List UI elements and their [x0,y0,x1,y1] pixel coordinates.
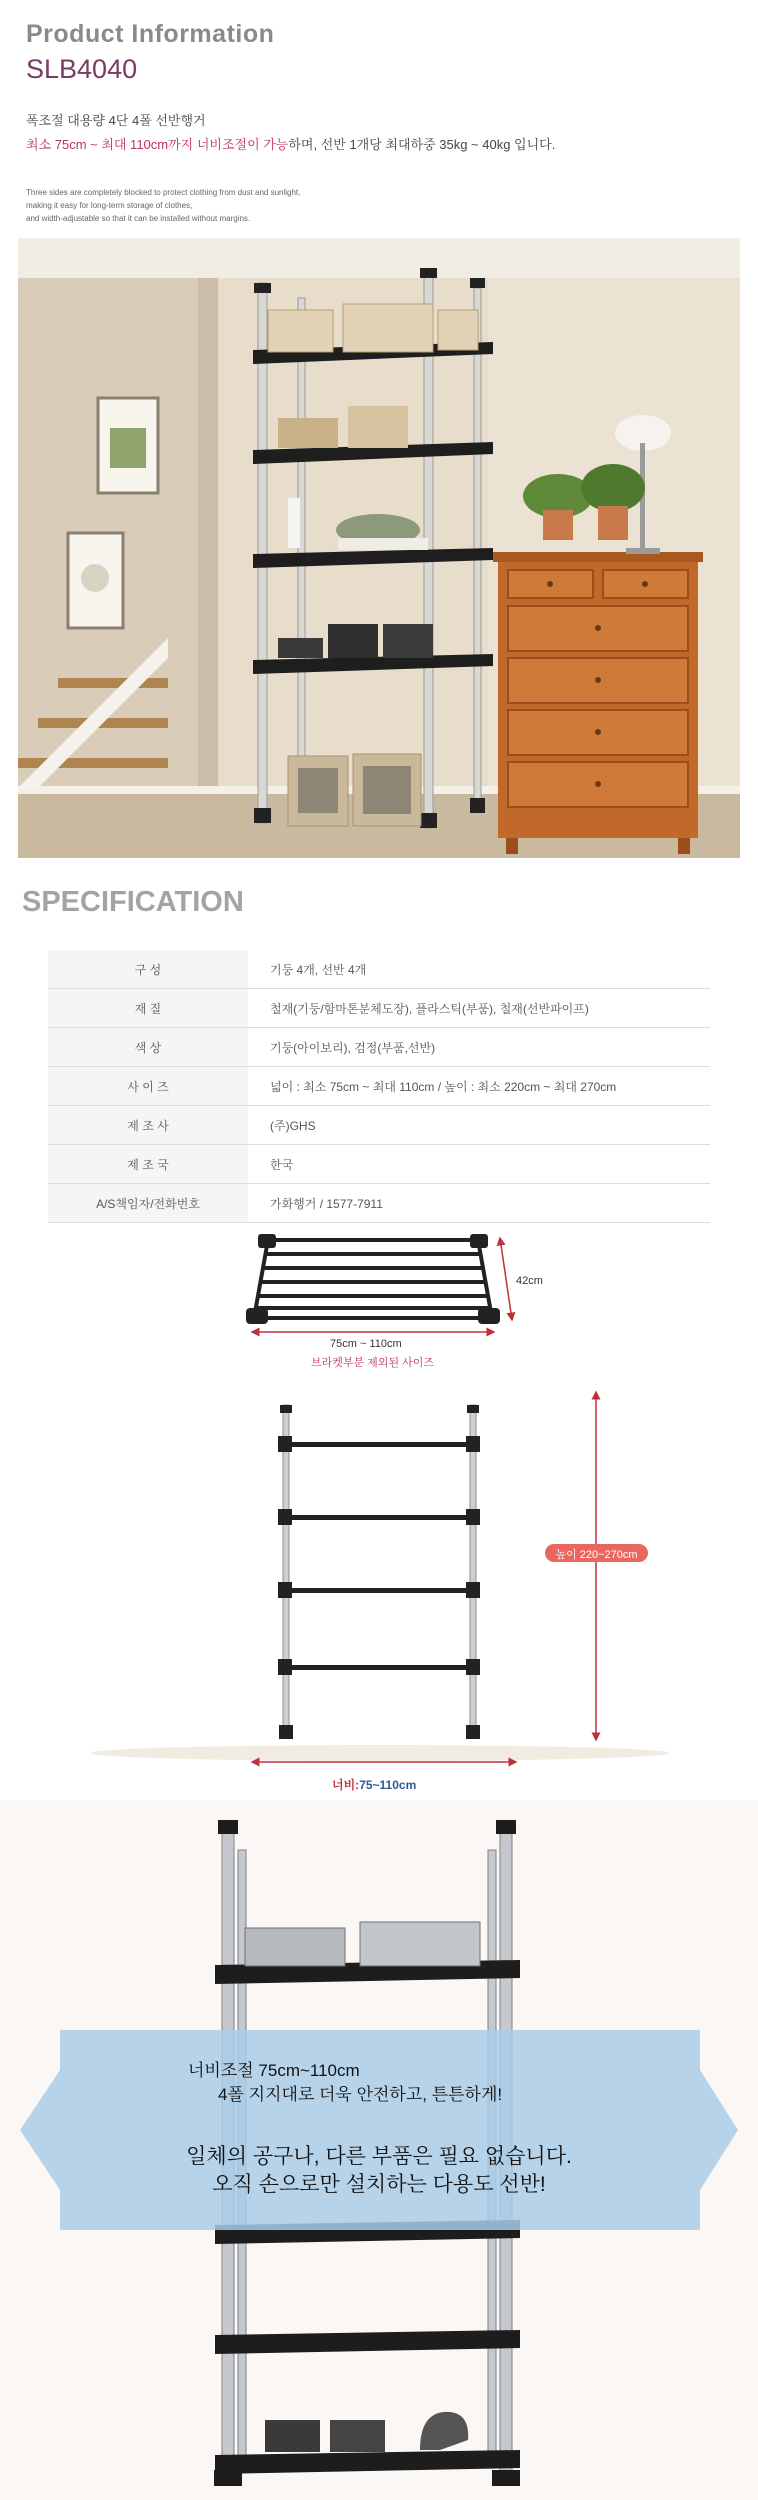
product-room-photo [18,238,740,858]
spec-value: 기둥 4개, 선반 4개 [248,950,710,989]
spec-value: 넓이 : 최소 75cm ~ 최대 110cm / 높이 : 최소 220cm ~ 최대 270cm [248,1067,710,1106]
table-row [48,1145,710,1184]
load-text: 하며, 선반 1개당 최대하중 35kg ~ 40kg 입니다. [288,137,556,152]
spec-label: 사 이 즈 [48,1067,248,1106]
spec-value: 철재(기둥/함마톤분체도장), 플라스틱(부품), 철재(선반파이프) [248,989,710,1028]
shelf-size-note: 브라켓부분 제외된 사이즈 [311,1357,434,1369]
width-highlight: 최소 75cm ~ 최대 110cm까지 너비조절이 가능 [26,137,289,152]
spec-value: (주)GHS [248,1106,710,1145]
dimension-diagram [0,1210,758,1790]
spec-label: 색 상 [48,1028,248,1067]
banner-line-1: 너비조절 75cm~110cm [188,2061,360,2080]
banner-line-3: 일체의 공구나, 다른 부품은 필요 없습니다. [186,2145,572,2168]
table-row [48,1106,710,1145]
english-line-1: Three sides are completely blocked to protect clothing from dust and sunlight, [26,188,301,197]
table-row [48,1028,710,1067]
shelf-depth-label: 42cm [516,1275,543,1287]
table-row [48,1067,710,1106]
spec-label: 재 질 [48,989,248,1028]
product-model: SLB4040 [26,54,138,84]
shelf-frame-front-view [278,1405,480,1739]
product-description: 폭조절 대용량 4단 4폴 선반행거 [26,113,206,128]
height-badge: 높이 220~270cm [555,1549,638,1561]
table-row [48,989,710,1028]
banner-line-2: 4폴 지지대로 더욱 안전하고, 튼튼하게! [218,2085,503,2104]
width-label [332,1776,416,1793]
shelf-top-view [246,1234,500,1324]
specification-title: SPECIFICATION [22,886,244,918]
spec-label: A/S책임자/전화번호 [48,1184,248,1223]
english-description [26,186,300,225]
spec-value: 한국 [248,1145,710,1184]
width-label-value: 75~110cm [359,1778,417,1792]
product-info-title: Product Information [26,20,275,48]
english-line-2: making it easy for long-term storage of clothes, [26,201,193,210]
shelf-width-label: 75cm ~ 110cm [330,1338,402,1350]
spec-label: 제 조 국 [48,1145,248,1184]
width-label-prefix: 너비: [332,1778,360,1792]
spec-label: 제 조 사 [48,1106,248,1145]
table-row [48,950,710,989]
english-line-3: and width-adjustable so that it can be installed without margins. [26,214,251,223]
spec-label: 구 성 [48,950,248,989]
spec-value: 가화행거 / 1577-7911 [248,1184,710,1223]
product-width-description [26,134,555,153]
feature-banner [0,1800,758,2500]
banner-line-4: 오직 손으로만 설치하는 다용도 선반! [212,2173,546,2196]
specification-table [48,950,710,1223]
spec-value: 기둥(아이보리), 검정(부품,선반) [248,1028,710,1067]
